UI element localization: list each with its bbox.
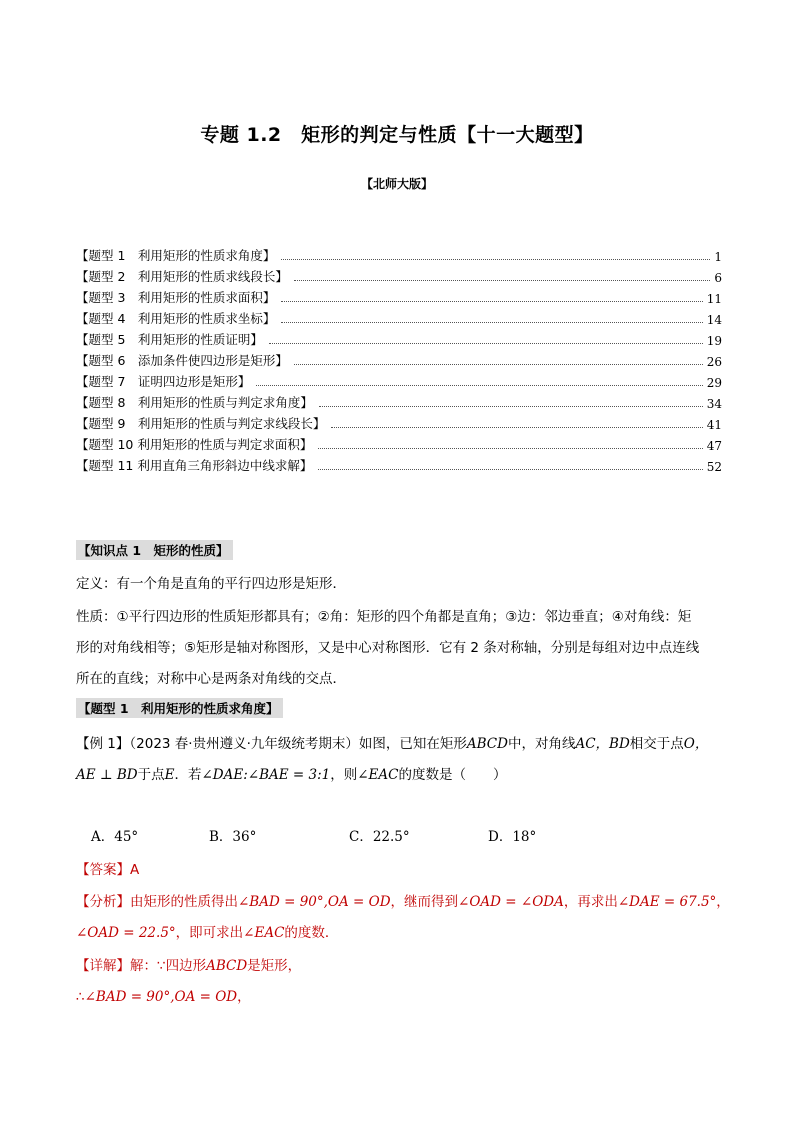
math-eac: ∠EAC (357, 767, 399, 783)
toc-leader (281, 301, 702, 302)
example-text: ．若 (174, 767, 202, 783)
detail-line-1 (76, 954, 301, 974)
toc-label: 【题型 2 利用矩形的性质求线段长】 (76, 269, 288, 284)
analysis-tag: 【分析】 (76, 894, 130, 910)
detail-line-2 (76, 985, 251, 1005)
toc-page: 14 (706, 313, 722, 327)
detail-tag: 【详解】 (76, 958, 130, 974)
example-text: 中，对角线 (507, 736, 576, 752)
math-oad-oda: ∠OAD = ∠ODA (458, 894, 564, 910)
toc-label: 【题型 3 利用矩形的性质求面积】 (76, 290, 276, 305)
option-a[interactable]: A．45° (91, 829, 139, 845)
toc-page: 29 (706, 376, 722, 390)
example-text: 相交于点 (629, 736, 684, 752)
knowledge-heading: 【知识点 1 矩形的性质】 (76, 540, 233, 560)
toc-label: 【题型 10 利用矩形的性质与判定求面积】 (76, 437, 313, 452)
toc-entry-5[interactable] (76, 328, 722, 348)
property-line-1: 性质：①平行四边形的性质矩形都具有；②角：矩形的四个角都是直角；③边：邻边垂直；④对角线：矩 (76, 609, 692, 625)
math-abcd: ABCD (466, 736, 508, 752)
definition-line: 定义：有一个角是直角的平行四边形是矩形． (76, 576, 346, 592)
answer-tag: 【答案】 (76, 862, 130, 878)
toc-label: 【题型 5 利用矩形的性质证明】 (76, 332, 263, 347)
option-c[interactable]: C．22.5° (349, 829, 410, 845)
type1-heading: 【题型 1 利用矩形的性质求角度】 (76, 698, 283, 718)
toc-label: 【题型 4 利用矩形的性质求坐标】 (76, 311, 276, 326)
toc-label: 【题型 9 利用矩形的性质与判定求线段长】 (76, 416, 326, 431)
toc-entry-11[interactable] (76, 454, 722, 474)
edition-label: 【北师大版】 (360, 177, 433, 191)
toc-page: 1 (714, 250, 722, 264)
toc-page: 52 (706, 460, 722, 474)
example-tag: 【例 1】 (76, 736, 130, 752)
toc-page: 47 (706, 439, 722, 453)
toc-page: 11 (706, 292, 722, 306)
analysis-text: 的度数． (284, 925, 339, 941)
math-oad: ∠OAD = 22.5° (76, 925, 176, 941)
toc-leader (294, 364, 703, 365)
example-line-1 (76, 732, 708, 752)
analysis-text: ， (716, 894, 730, 910)
toc-leader (269, 343, 703, 344)
detail-text: ∴ (76, 989, 85, 1005)
example-text: 的度数是（ ） (398, 767, 507, 783)
analysis-line-2 (76, 921, 338, 941)
toc-entry-4[interactable] (76, 307, 722, 327)
detail-text: ， (237, 989, 251, 1005)
option-d[interactable]: D．18° (488, 829, 537, 845)
toc-leader (256, 385, 702, 386)
detail-text: 解：∵四边形 (130, 958, 207, 974)
analysis-text: 由矩形的性质得出 (130, 894, 238, 910)
math-dae: ∠DAE = 67.5° (617, 894, 717, 910)
toc-leader (281, 259, 710, 260)
toc-label: 【题型 1 利用矩形的性质求角度】 (76, 248, 276, 263)
toc-leader (281, 322, 702, 323)
toc-label: 【题型 8 利用矩形的性质与判定求角度】 (76, 395, 313, 410)
toc-entry-3[interactable] (76, 286, 722, 306)
toc-leader (318, 448, 702, 449)
toc-entry-6[interactable] (76, 349, 722, 369)
analysis-text: ，即可求出 (175, 925, 244, 941)
toc-entry-9[interactable] (76, 412, 722, 432)
toc-label: 【题型 7 证明四边形是矩形】 (76, 374, 251, 389)
toc-leader (318, 469, 702, 470)
toc-leader (331, 427, 702, 428)
example-text: ，则 (330, 767, 358, 783)
math-eac: ∠EAC (243, 925, 285, 941)
math-ratio: ∠DAE:∠BAE = 3:1 (201, 767, 331, 783)
math-ac-bd: AC，BD (575, 736, 630, 752)
example-line-2 (76, 763, 507, 783)
toc-entry-8[interactable] (76, 391, 722, 411)
toc-leader (319, 406, 703, 407)
analysis-text: ，继而得到 (390, 894, 459, 910)
math-ae-perp-bd: AE ⊥ BD (76, 767, 138, 783)
answer-value: A (130, 862, 140, 878)
answer-line (76, 858, 139, 878)
property-line-2: 形的对角线相等；⑤矩形是轴对称图形，又是中心对称图形．它有 2 条对称轴，分别是每组对边中点连线 (76, 640, 700, 656)
toc-page: 41 (706, 418, 722, 432)
math-bad-90: ∠BAD = 90°,OA = OD (84, 989, 238, 1005)
toc-entry-7[interactable] (76, 370, 722, 390)
example-text: 如图，已知在矩形 (358, 736, 467, 752)
option-b[interactable]: B．36° (209, 829, 257, 845)
toc-entry-2[interactable] (76, 265, 722, 285)
analysis-line-1 (76, 890, 730, 910)
analysis-text: ，再求出 (563, 894, 618, 910)
example-source: （2023 春·贵州遵义·九年级统考期末） (129, 736, 359, 752)
toc-entry-10[interactable] (76, 433, 722, 453)
toc-entry-1[interactable] (76, 244, 722, 264)
toc-page: 26 (706, 355, 722, 369)
property-line-3: 所在的直线；对称中心是两条对角线的交点． (76, 671, 346, 687)
detail-text: 是矩形， (247, 958, 302, 974)
toc-page: 6 (714, 271, 722, 285)
toc-label: 【题型 11 利用直角三角形斜边中线求解】 (76, 458, 313, 473)
toc-page: 34 (706, 397, 722, 411)
toc-label: 【题型 6 添加条件使四边形是矩形】 (76, 353, 288, 368)
example-text: 于点 (137, 767, 165, 783)
math-bad-90: ∠BAD = 90°,OA = OD (238, 894, 391, 910)
math-e: E (164, 767, 175, 783)
page-title: 专题 1.2 矩形的判定与性质【十一大题型】 (200, 124, 594, 146)
toc-leader (294, 280, 710, 281)
math-abcd: ABCD (206, 958, 248, 974)
toc-page: 19 (706, 334, 722, 348)
math-o: O， (683, 736, 709, 752)
